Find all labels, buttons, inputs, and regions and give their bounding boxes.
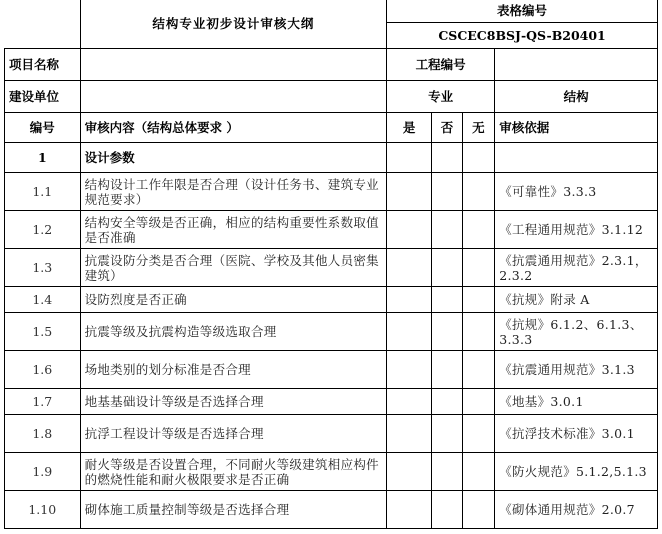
item-content: 耐火等级是否设置合理，不同耐火等级建筑相应构件的燃烧性能和耐火极限要求是否正确 bbox=[80, 453, 387, 491]
form-code-value: CSCEC8BSJ-QS-B20401 bbox=[387, 23, 658, 49]
none-checkbox-cell[interactable] bbox=[462, 287, 495, 313]
form-code-label: 表格编号 bbox=[387, 0, 658, 23]
none-checkbox-cell[interactable] bbox=[462, 415, 495, 453]
construction-unit-field[interactable] bbox=[80, 81, 387, 113]
yes-checkbox-cell[interactable] bbox=[387, 491, 432, 529]
column-header-no-check: 否 bbox=[432, 113, 462, 143]
yes-checkbox-cell[interactable] bbox=[387, 173, 432, 211]
section-basis-cell bbox=[495, 143, 658, 173]
item-number: 1.6 bbox=[5, 351, 81, 389]
item-number: 1.7 bbox=[5, 389, 81, 415]
table-row bbox=[5, 491, 658, 529]
table-row bbox=[5, 415, 658, 453]
table-row bbox=[5, 313, 658, 351]
item-basis: 《抗震通用规范》3.1.3 bbox=[495, 351, 658, 389]
no-checkbox-cell[interactable] bbox=[432, 453, 462, 491]
section-row bbox=[5, 143, 658, 173]
item-content: 场地类别的划分标准是否合理 bbox=[80, 351, 387, 389]
section-title: 设计参数 bbox=[80, 143, 387, 173]
project-row bbox=[5, 49, 658, 81]
no-checkbox-cell[interactable] bbox=[432, 313, 462, 351]
section-yes-cell[interactable] bbox=[387, 143, 432, 173]
no-checkbox-cell[interactable] bbox=[432, 415, 462, 453]
item-content: 抗震等级及抗震构造等级选取合理 bbox=[80, 313, 387, 351]
no-checkbox-cell[interactable] bbox=[432, 249, 462, 287]
item-content: 地基基础设计等级是否选择合理 bbox=[80, 389, 387, 415]
unit-row bbox=[5, 81, 658, 113]
no-checkbox-cell[interactable] bbox=[432, 211, 462, 249]
item-basis: 《抗浮技术标准》3.0.1 bbox=[495, 415, 658, 453]
none-checkbox-cell[interactable] bbox=[462, 249, 495, 287]
item-number: 1.2 bbox=[5, 211, 81, 249]
column-header-basis: 审核依据 bbox=[495, 113, 658, 143]
item-basis: 《防火规范》5.1.2,5.1.3 bbox=[495, 453, 658, 491]
none-checkbox-cell[interactable] bbox=[462, 313, 495, 351]
audit-outline-table bbox=[4, 0, 658, 529]
none-checkbox-cell[interactable] bbox=[462, 351, 495, 389]
discipline-value: 结构 bbox=[495, 81, 658, 113]
column-header-content: 审核内容（结构总体要求 ） bbox=[80, 113, 387, 143]
no-checkbox-cell[interactable] bbox=[432, 491, 462, 529]
item-content: 结构设计工作年限是否合理（设计任务书、建筑专业规范要求） bbox=[80, 173, 387, 211]
item-basis: 《可靠性》3.3.3 bbox=[495, 173, 658, 211]
column-header-no: 编号 bbox=[5, 113, 81, 143]
item-number: 1.8 bbox=[5, 415, 81, 453]
yes-checkbox-cell[interactable] bbox=[387, 287, 432, 313]
item-basis: 《工程通用规范》3.1.12 bbox=[495, 211, 658, 249]
item-basis: 《地基》3.0.1 bbox=[495, 389, 658, 415]
no-checkbox-cell[interactable] bbox=[432, 389, 462, 415]
yes-checkbox-cell[interactable] bbox=[387, 415, 432, 453]
item-content: 砌体施工质量控制等级是否选择合理 bbox=[80, 491, 387, 529]
table-row bbox=[5, 173, 658, 211]
item-number: 1.1 bbox=[5, 173, 81, 211]
table-row bbox=[5, 351, 658, 389]
yes-checkbox-cell[interactable] bbox=[387, 211, 432, 249]
page-title: 结构专业初步设计审核大纲 bbox=[80, 0, 387, 49]
section-no-cell[interactable] bbox=[432, 143, 462, 173]
project-number-field[interactable] bbox=[495, 49, 658, 81]
column-header-row bbox=[5, 113, 658, 143]
no-checkbox-cell[interactable] bbox=[432, 287, 462, 313]
none-checkbox-cell[interactable] bbox=[462, 491, 495, 529]
item-basis: 《抗规》6.1.2、6.1.3、3.3.3 bbox=[495, 313, 658, 351]
none-checkbox-cell[interactable] bbox=[462, 389, 495, 415]
item-number: 1.3 bbox=[5, 249, 81, 287]
title-row-top bbox=[5, 0, 658, 23]
no-checkbox-cell[interactable] bbox=[432, 173, 462, 211]
construction-unit-label: 建设单位 bbox=[5, 81, 81, 113]
item-basis: 《砌体通用规范》2.0.7 bbox=[495, 491, 658, 529]
item-content: 抗浮工程设计等级是否选择合理 bbox=[80, 415, 387, 453]
section-none-cell[interactable] bbox=[462, 143, 495, 173]
yes-checkbox-cell[interactable] bbox=[387, 351, 432, 389]
none-checkbox-cell[interactable] bbox=[462, 173, 495, 211]
title-left-blank bbox=[5, 0, 81, 49]
none-checkbox-cell[interactable] bbox=[462, 211, 495, 249]
table-row bbox=[5, 389, 658, 415]
item-number: 1.10 bbox=[5, 491, 81, 529]
yes-checkbox-cell[interactable] bbox=[387, 389, 432, 415]
discipline-label: 专业 bbox=[387, 81, 495, 113]
item-number: 1.9 bbox=[5, 453, 81, 491]
table-row bbox=[5, 453, 658, 491]
table-row bbox=[5, 287, 658, 313]
table-row bbox=[5, 249, 658, 287]
yes-checkbox-cell[interactable] bbox=[387, 453, 432, 491]
yes-checkbox-cell[interactable] bbox=[387, 313, 432, 351]
item-basis: 《抗规》附录 A bbox=[495, 287, 658, 313]
section-number: 1 bbox=[5, 143, 81, 173]
no-checkbox-cell[interactable] bbox=[432, 351, 462, 389]
column-header-none: 无 bbox=[462, 113, 495, 143]
project-number-label: 工程编号 bbox=[387, 49, 495, 81]
project-name-label: 项目名称 bbox=[5, 49, 81, 81]
item-content: 设防烈度是否正确 bbox=[80, 287, 387, 313]
item-content: 抗震设防分类是否合理（医院、学校及其他人员密集建筑） bbox=[80, 249, 387, 287]
project-name-field[interactable] bbox=[80, 49, 387, 81]
item-number: 1.4 bbox=[5, 287, 81, 313]
item-basis: 《抗震通用规范》2.3.1，2.3.2 bbox=[495, 249, 658, 287]
yes-checkbox-cell[interactable] bbox=[387, 249, 432, 287]
none-checkbox-cell[interactable] bbox=[462, 453, 495, 491]
table-row bbox=[5, 211, 658, 249]
item-content: 结构安全等级是否正确，相应的结构重要性系数取值是否准确 bbox=[80, 211, 387, 249]
item-number: 1.5 bbox=[5, 313, 81, 351]
column-header-yes: 是 bbox=[387, 113, 432, 143]
